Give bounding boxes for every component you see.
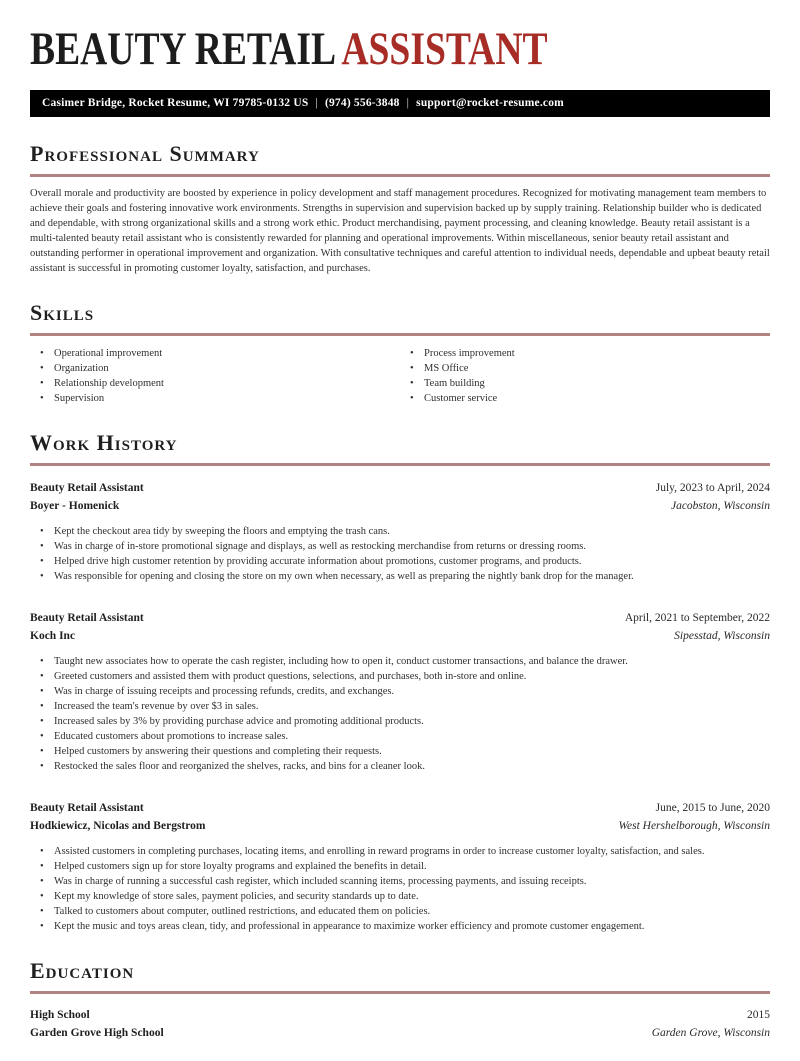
job-location: West Hershelborough, Wisconsin	[618, 820, 770, 832]
job-bullet-item: • Kept the music and toys areas clean, tidy, and professional in appearance to maximize worker efficiency and promote customer engagement.	[30, 919, 770, 934]
section-rule	[30, 333, 770, 336]
job-bullets	[30, 654, 770, 774]
page-title	[30, 23, 622, 75]
education-container	[30, 1006, 770, 1042]
job-bullet-item: • Taught new associates how to operate the cash register, including how to open it, conduct customer transactions, and balance the drawer.	[30, 654, 770, 669]
education-year: 2015	[747, 1009, 770, 1021]
job-bullet-item: • Helped customers sign up for store loyalty programs and explained the benefits in detail.	[30, 859, 770, 874]
skill-item: • Organization	[30, 361, 400, 376]
section-rule	[30, 991, 770, 994]
section-rule	[30, 463, 770, 466]
skill-item: • MS Office	[400, 361, 770, 376]
job-location: Jacobston, Wisconsin	[670, 500, 770, 512]
resume-page	[0, 23, 800, 1042]
education-subheader-row	[30, 1024, 770, 1042]
job-dates: April, 2021 to September, 2022	[624, 612, 770, 624]
contact-address: Casimer Bridge, Rocket Resume, WI 79785-0132 US	[42, 97, 309, 109]
job-dates: June, 2015 to June, 2020	[655, 802, 770, 814]
job-entry	[30, 799, 770, 934]
job-bullet-item: • Was in charge of issuing receipts and processing refunds, credits, and exchanges.	[30, 684, 770, 699]
education-school: Garden Grove High School	[30, 1027, 164, 1039]
job-entry	[30, 609, 770, 774]
section-skills	[30, 302, 770, 406]
job-bullet-item: • Helped customers by answering their questions and completing their requests.	[30, 744, 770, 759]
page-title-primary: BEAUTY RETAIL	[30, 23, 335, 75]
job-bullet-item: • Kept the checkout area tidy by sweeping the floors and emptying the trash cans.	[30, 524, 770, 539]
job-bullet-item: • Was in charge of running a successful cash register, which included scanning items, processing payments, and issuing receipts.	[30, 874, 770, 889]
job-bullet-item: • Helped drive high customer retention by providing accurate information about promotions, customer programs, and products.	[30, 554, 770, 569]
skills-columns	[30, 346, 770, 406]
page-title-accent: ASSISTANT	[341, 23, 548, 75]
skill-item: • Customer service	[400, 391, 770, 406]
job-subheader-row	[30, 817, 770, 835]
job-bullet-item: • Was responsible for opening and closing the store on my own when necessary, as well as preparing the nightly bank drop for the manager.	[30, 569, 770, 584]
skill-item: • Relationship development	[30, 376, 400, 391]
education-location: Garden Grove, Wisconsin	[651, 1027, 770, 1039]
skill-item: • Operational improvement	[30, 346, 400, 361]
contact-phone: (974) 556-3848	[324, 97, 400, 109]
job-header-row	[30, 799, 770, 817]
job-dates: July, 2023 to April, 2024	[655, 482, 770, 494]
section-education	[30, 960, 770, 1042]
job-subheader-row	[30, 497, 770, 515]
job-subheader-row	[30, 627, 770, 645]
section-heading-skills: Skills	[30, 300, 95, 325]
section-heading-work-history: Work History	[30, 430, 178, 455]
section-work-history	[30, 432, 770, 934]
job-header-row	[30, 479, 770, 497]
contact-separator: |	[315, 97, 318, 109]
job-bullet-item: • Assisted customers in completing purchases, locating items, and enrolling in reward programs in order to increase customer loyalty, satisfaction, and sales.	[30, 844, 770, 859]
skills-column-left	[30, 346, 400, 406]
job-company: Koch Inc	[30, 630, 76, 642]
job-title: Beauty Retail Assistant	[30, 612, 144, 624]
job-company: Boyer - Homenick	[30, 500, 120, 512]
education-header-row	[30, 1006, 770, 1024]
job-header-row	[30, 609, 770, 627]
section-heading-professional-summary: Professional Summary	[30, 141, 260, 166]
job-title: Beauty Retail Assistant	[30, 482, 144, 494]
skill-item: • Team building	[400, 376, 770, 391]
job-bullet-item: • Kept my knowledge of store sales, payment policies, and security standards up to date.	[30, 889, 770, 904]
skill-item: • Process improvement	[400, 346, 770, 361]
contact-separator: |	[406, 97, 410, 109]
job-bullet-item: • Greeted customers and assisted them with product questions, selections, and purchases, both in-store and online.	[30, 669, 770, 684]
job-location: Sipesstad, Wisconsin	[674, 630, 770, 642]
job-bullet-item: • Increased the team's revenue by over $3 in sales.	[30, 699, 770, 714]
section-professional-summary	[30, 143, 770, 276]
jobs-container	[30, 479, 770, 934]
job-bullet-item: • Was in charge of in-store promotional signage and displays, as well as restocking merchandise from returns or dressing rooms.	[30, 539, 770, 554]
summary-paragraph: Overall morale and productivity are boosted by experience in policy development and staff management procedures. Recognized for motivating management team members to achieve their goals and fostering innovative work environments. Strengths in supervision and supervision backed up by supply training. Relationship builder who is dedicated and dependable, with strong organizational skills and a strong work ethic. Product merchandising, payment processing, and cleaning knowledge. Beauty retail assistant is a multi-talented beauty retail assistant who is consistently rewarded for planning and operational improvements. Within miscellaneous, senior beauty retail assistant and outstanding performer in operational improvement and organization. With consultative techniques and careful attention to individual needs, dependable and upbeat beauty retail assistant is successful in promoting customer loyalty, satisfaction, and purchases.	[30, 188, 770, 274]
contact-email: support@rocket-resume.com	[416, 97, 564, 109]
section-rule	[30, 174, 770, 177]
job-title: Beauty Retail Assistant	[30, 802, 144, 814]
job-entry	[30, 479, 770, 584]
skill-item: • Supervision	[30, 391, 400, 406]
education-entry	[30, 1006, 770, 1042]
job-bullet-item: • Restocked the sales floor and reorganized the shelves, racks, and bins for a cleaner look.	[30, 759, 770, 774]
education-degree: High School	[30, 1009, 90, 1021]
job-bullet-item: • Educated customers about promotions to increase sales.	[30, 729, 770, 744]
job-company: Hodkiewicz, Nicolas and Bergstrom	[30, 820, 206, 832]
contact-bar	[30, 90, 770, 117]
job-bullet-item: • Increased sales by 3% by providing purchase advice and promoting additional products.	[30, 714, 770, 729]
section-heading-education: Education	[30, 958, 135, 983]
job-bullets	[30, 844, 770, 934]
job-bullets	[30, 524, 770, 584]
skills-column-right	[400, 346, 770, 406]
job-bullet-item: • Talked to customers about computer, outlined restrictions, and educated them on policies.	[30, 904, 770, 919]
